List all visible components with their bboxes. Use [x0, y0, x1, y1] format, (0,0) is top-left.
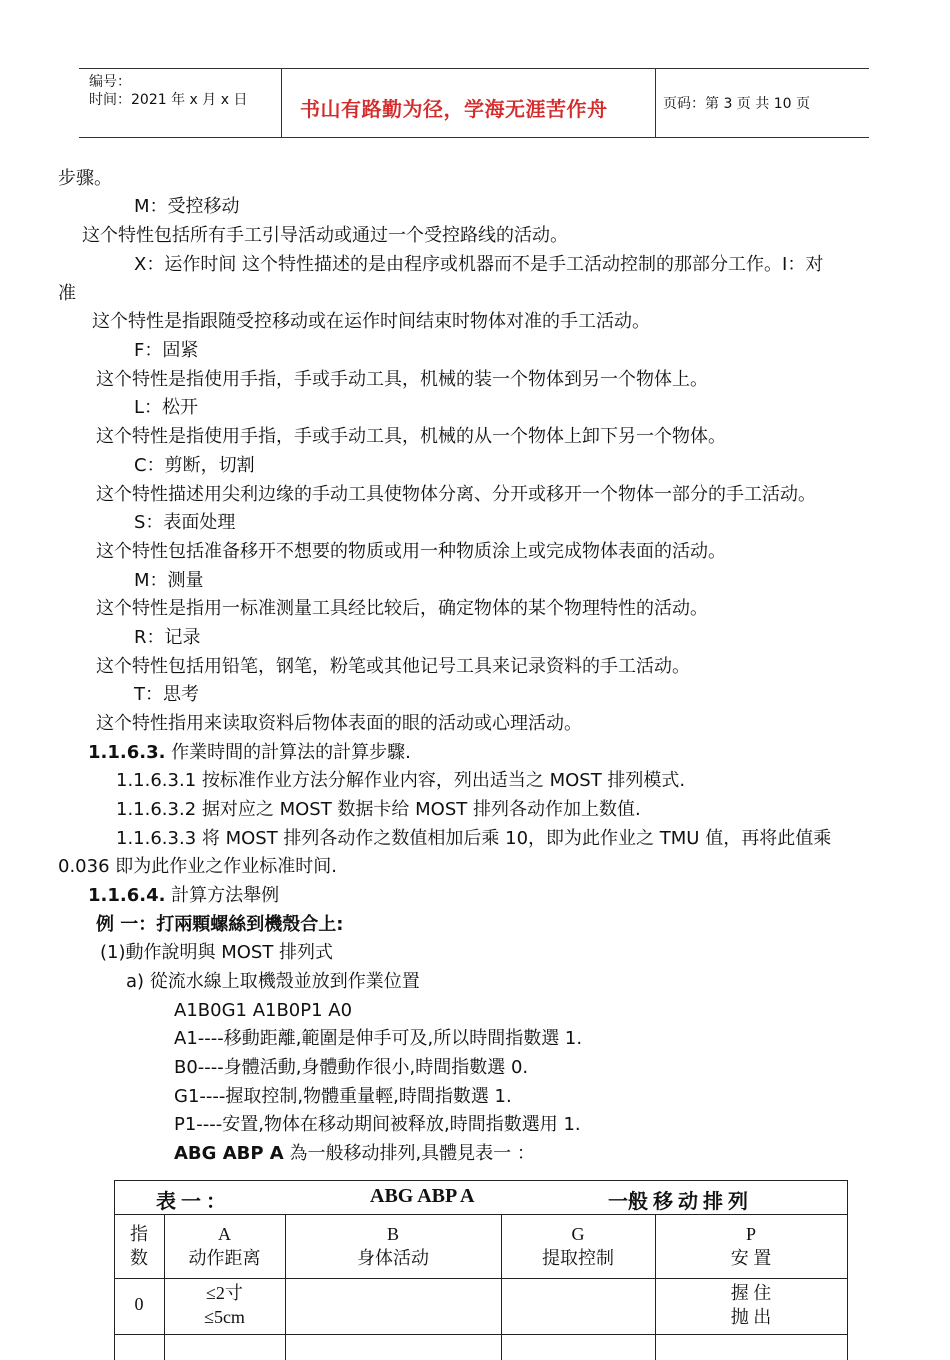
- table-border: [114, 1180, 115, 1360]
- term-heading: T：思考: [134, 684, 199, 705]
- col-header-a: [164, 1222, 285, 1270]
- example-title: 例 一：打兩顆螺絲到機殼合上:: [96, 914, 344, 935]
- example-subtitle: (1)動作說明與 MOST 排列式: [100, 942, 334, 963]
- sequence-desc: 為一般移动排列,具體見表一 ：: [283, 1143, 535, 1164]
- text-line: 这个特性包括所有手工引导活动或通过一个受控路线的活动。: [82, 225, 568, 246]
- cell-text: 握 住: [730, 1283, 772, 1303]
- section-number: 1.1.6.3.: [88, 742, 166, 763]
- cell-text: ≤2寸: [206, 1283, 243, 1303]
- section-title: 計算方法舉例: [165, 885, 280, 906]
- param-line: P1----安置,物体在移动期间被释放,時間指數選用 1.: [174, 1114, 581, 1135]
- table-border: [114, 1180, 848, 1181]
- sequence-bold: ABG ABP A: [174, 1143, 284, 1164]
- number-label: 编号：: [89, 74, 131, 90]
- table-border: [114, 1278, 848, 1279]
- text-line: 这个特性描述用尖利边缘的手动工具使物体分离、分开或移开一个物体一部分的手工活动。: [96, 484, 816, 505]
- header-meta-cell: [79, 69, 281, 137]
- term-heading: M：受控移动: [134, 196, 240, 217]
- table-border: [114, 1214, 848, 1215]
- table-border: [847, 1180, 848, 1360]
- header-text: 动作距离: [188, 1248, 261, 1268]
- table-reference-line: [174, 1143, 535, 1165]
- param-line: A1----移動距離,範圍是伸手可及,所以時間指數選 1.: [174, 1028, 583, 1049]
- header-text: 数: [130, 1248, 148, 1268]
- term-heading: L：松开: [134, 397, 199, 418]
- table-border: [114, 1334, 848, 1335]
- col-header-p: [655, 1222, 847, 1270]
- row0-index: 0: [134, 1294, 144, 1314]
- text-line: 这个特性指用来读取资料后物体表面的眼的活动或心理活动。: [96, 713, 582, 734]
- term-heading: M：测量: [134, 570, 204, 591]
- row0-a: [164, 1281, 285, 1329]
- term-heading: S：表面处理: [134, 512, 236, 533]
- text-line: 这个特性是指使用手指，手或手动工具，机械的从一个物体上卸下另一个物体。: [96, 426, 726, 447]
- header-text: B: [386, 1224, 399, 1244]
- header-text: P: [745, 1224, 756, 1244]
- param-line: B0----身體活動,身體動作很小,時間指數選 0.: [174, 1057, 529, 1078]
- header-text: 指: [130, 1224, 148, 1244]
- header-text: A: [218, 1224, 231, 1244]
- cell-text: 抛 出: [730, 1307, 772, 1327]
- header-text: 身体活动: [357, 1248, 429, 1268]
- header-text: 安 置: [730, 1248, 772, 1268]
- step-line: 0.036 即为此作业之作业标准时间.: [58, 856, 337, 877]
- col-header-index: [114, 1222, 164, 1270]
- header-text: 提取控制: [542, 1248, 614, 1268]
- step-line: 1.1.6.3.1 按标准作业方法分解作业内容，列出适当之 MOST 排列模式.: [116, 770, 686, 791]
- table-title-label: 表 一 ：: [156, 1191, 226, 1213]
- term-heading: F：固紧: [134, 340, 199, 361]
- text-line: 准: [58, 283, 76, 304]
- text-line: 这个特性包括准备移开不想要的物质或用一种物质涂上或完成物体表面的活动。: [96, 541, 726, 562]
- table-title-sequence: ABG ABP A: [370, 1185, 475, 1207]
- motto: 书山有路勤为径，学海无涯苦作舟: [300, 97, 608, 121]
- header-text: G: [571, 1224, 585, 1244]
- term-heading: R：记录: [134, 627, 201, 648]
- header-page-cell: [655, 69, 869, 137]
- example-step: a) 從流水線上取機殼並放到作業位置: [126, 971, 420, 992]
- text-line: 这个特性是指跟随受控移动或在运作时间结束时物体对准的手工活动。: [92, 311, 650, 332]
- col-header-b: [285, 1222, 501, 1270]
- text-line: 步骤。: [58, 168, 112, 189]
- section-heading-1163: [88, 742, 411, 764]
- section-number: 1.1.6.4.: [88, 885, 166, 906]
- page-header: [79, 68, 869, 138]
- section-heading-1164: [88, 885, 279, 907]
- table-title-name: 一般 移 动 排 列: [608, 1191, 748, 1213]
- term-heading: X：运作时间 这个特性描述的是由程序或机器而不是手工活动控制的那部分工作。I：对: [134, 254, 824, 275]
- text-line: 这个特性是指使用手指，手或手动工具，机械的装一个物体到另一个物体上。: [96, 369, 708, 390]
- text-line: 这个特性包括用铅笔，钢笔，粉笔或其他记号工具来记录资料的手工活动。: [96, 656, 690, 677]
- row0-p: [655, 1281, 847, 1329]
- step-line: 1.1.6.3.3 将 MOST 排列各动作之数值相加后乘 10，即为此作业之 TMU 值，再将此值乘: [116, 828, 832, 849]
- cell-text: ≤5cm: [204, 1307, 245, 1327]
- term-heading: C：剪断，切割: [134, 455, 255, 476]
- most-sequence: A1B0G1 A1B0P1 A0: [174, 1000, 353, 1021]
- text-line: 这个特性是指用一标准测量工具经比较后，确定物体的某个物理特性的活动。: [96, 598, 708, 619]
- col-header-g: [501, 1222, 655, 1270]
- section-title: 作業時間的計算法的計算步驟.: [165, 742, 411, 763]
- header-motto-cell: [281, 69, 656, 137]
- param-line: G1----握取控制,物體重量輕,時間指數選 1.: [174, 1086, 512, 1107]
- step-line: 1.1.6.3.2 据对应之 MOST 数据卡给 MOST 排列各动作加上数值.: [116, 799, 641, 820]
- time-label: 时间：2021 年 x 月 x 日: [89, 92, 248, 108]
- most-table: [114, 1180, 848, 1360]
- page-info: 页码：第 3 页 共 10 页: [663, 96, 810, 112]
